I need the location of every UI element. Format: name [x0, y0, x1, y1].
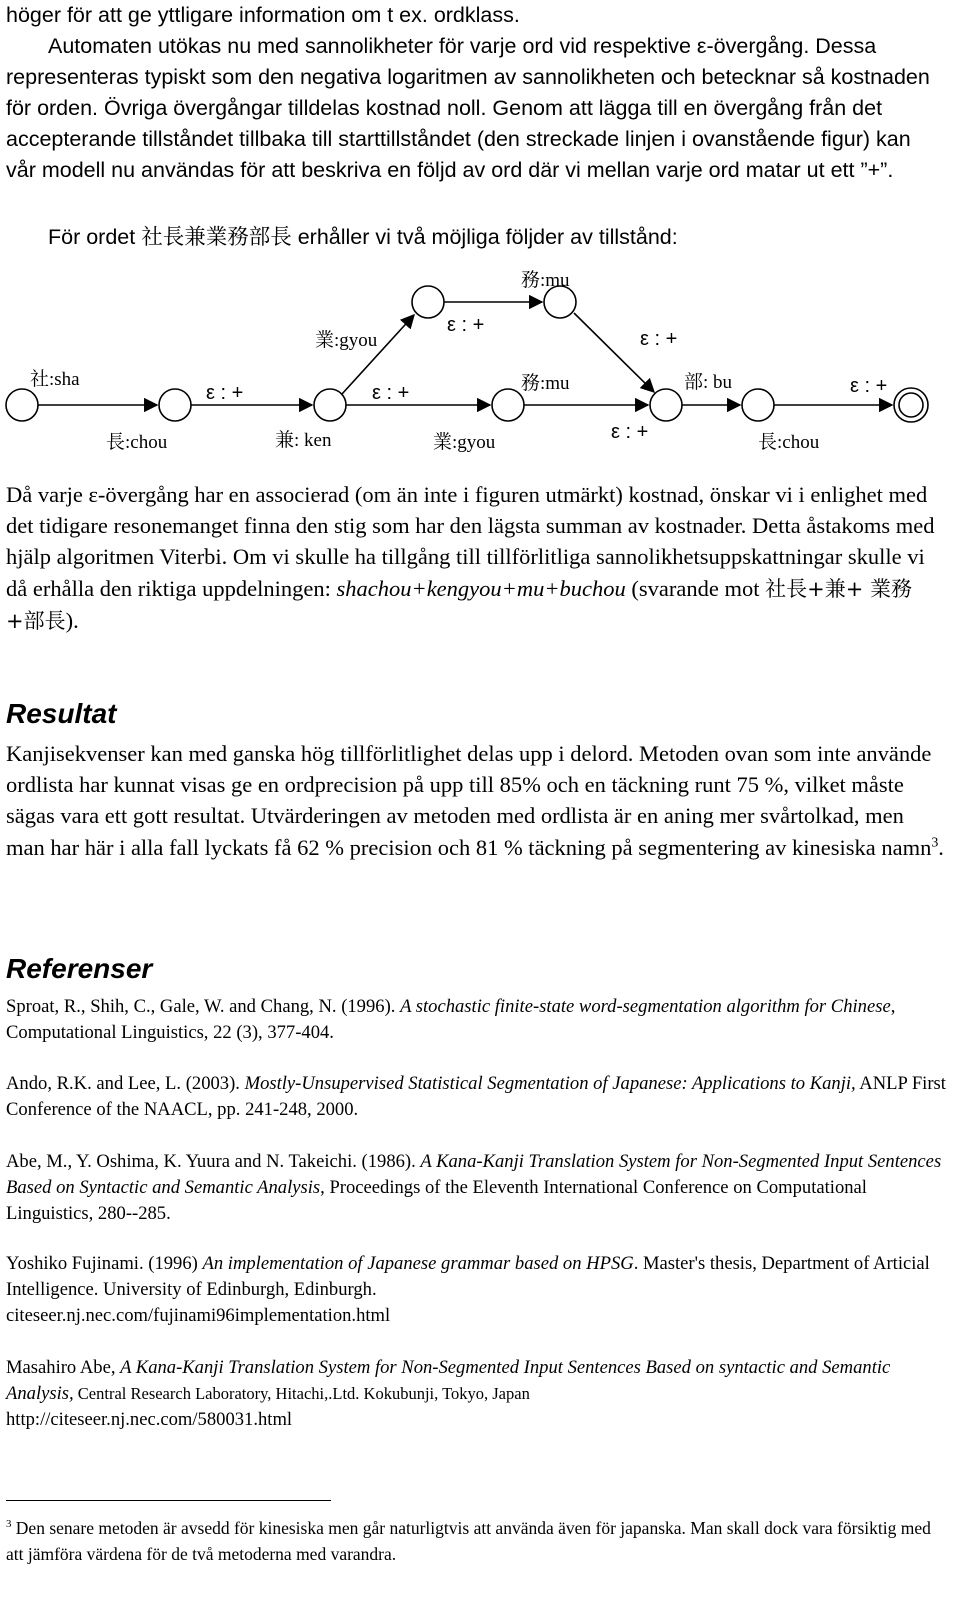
label-gyou-top: 業:gyou: [315, 330, 378, 351]
footnote-number: 3: [6, 1518, 12, 1531]
viterbi-end: ).: [65, 607, 79, 633]
reference-item: [6, 1149, 946, 1227]
label-ken: 兼: ken: [275, 430, 332, 451]
state-node: [492, 389, 524, 421]
state-node: [742, 389, 774, 421]
word-sentence-before: För ordet: [48, 225, 136, 249]
ref-authors: Masahiro Abe,: [6, 1357, 121, 1378]
state-node: [412, 286, 444, 318]
label-chou-2: 長:chou: [758, 432, 820, 453]
accept-state-inner: [899, 393, 923, 417]
ref-source: Central Research Laboratory, Hitachi,.Ltd. Kokubunji, Tokyo, Japan: [73, 1384, 530, 1403]
results-paragraph: [6, 738, 946, 863]
state-node: [159, 389, 191, 421]
state-node: [314, 389, 346, 421]
reference-item: [6, 1251, 946, 1329]
label-eps-1: ε : +: [206, 382, 244, 404]
ref-title: A stochastic finite-state word-segmentation algorithm for Chinese: [400, 996, 891, 1017]
viterbi-paragraph: [6, 479, 946, 637]
ref-title: Mostly-Unsupervised Statistical Segmentation of Japanese: Applications to Kanji,: [244, 1073, 856, 1094]
ref-title: An implementation of Japanese grammar based on HPSG: [202, 1253, 634, 1274]
viterbi-text-2: (svarande mot: [625, 575, 766, 601]
reference-item: [6, 994, 946, 1046]
ref-link[interactable]: http://citeseer.nj.nec.com/580031.html: [6, 1409, 293, 1430]
label-eps-4: ε : +: [611, 421, 649, 443]
intro-paragraph: [6, 31, 946, 186]
word-sentence: [6, 222, 946, 253]
references-heading: Referenser: [6, 953, 153, 984]
ref-authors: Sproat, R., Shih, C., Gale, W. and Chang, N. (1996).: [6, 996, 401, 1017]
results-end: .: [938, 834, 944, 860]
results-text: Kanjisekvenser kan med ganska hög tillförlitlighet delas upp i delord. Metoden ovan som inte använde ordlista har kunnat visas ge en ordprecision på upp till 85% och en täckning runt 75 %, vilket måste sägas vara ett gott resultat. Utvärderingen av metoden med ordlista är en aning mer svårtolkad, men man har här i alla fall lyckats få 62 % precision och 81 % täckning på segmentering av kinesiska namn: [6, 741, 932, 860]
ref-title: A Kana-Kanji Translation System for Non-Segmented Input Sentences Based on syntactic and Semantic Analysis,: [6, 1357, 891, 1404]
state-node: [650, 389, 682, 421]
viterbi-text: Då varje ε-övergång har en associerad (om än inte i figuren utmärkt) kostnad, önskar vi i enlighet med det tidigare resonemanget finna den stig som har den lägsta summan av kostnader. Detta åstakoms med hjälp algoritmen Viterbi. Om vi skulle ha tillgång till tillförlitliga sannolikhetsuppskattningar skulle vi då erhålla den riktiga uppdelningen:: [6, 482, 935, 601]
kanji-word: 社長兼業務部長: [141, 225, 292, 250]
word-sentence-after: erhåller vi två möjliga följder av tillstånd:: [297, 225, 678, 249]
ref-source: , Computational Linguistics, 22 (3), 377-404.: [6, 996, 896, 1043]
intro-line: [6, 0, 946, 31]
label-eps-2: ε : +: [372, 382, 410, 404]
footnote: [6, 1515, 946, 1567]
label-eps-3: ε : +: [447, 314, 485, 336]
ref-title: A Kana-Kanji Translation System for Non-Segmented Input Sentences Based on Syntactic and Semantic Analysis: [6, 1151, 942, 1198]
ref-authors: Yoshiko Fujinami. (1996): [6, 1253, 203, 1274]
ref-authors: Ando, R.K. and Lee, L. (2003).: [6, 1073, 245, 1094]
label-sha: 社:sha: [30, 369, 80, 390]
segmentation-kanji: 社長+兼+ 業務+部長: [6, 576, 912, 633]
label-bu: 部: bu: [684, 372, 733, 393]
footnote-text: Den senare metoden är avsedd för kinesiska men går naturligtvis att använda även för japanska. Man skall dock vara försiktig med att jämföra värdena för de två metoderna med varandra.: [6, 1518, 931, 1564]
ref-source: . Master's thesis, Department of Articial Intelligence. University of Edinburgh, Edinburgh.: [6, 1253, 930, 1300]
label-eps-6: ε : +: [850, 375, 888, 397]
label-gyou-bottom: 業:gyou: [433, 432, 496, 453]
intro-line-text: höger för att ge yttligare information om t ex. ordklass.: [6, 3, 520, 27]
reference-item: [6, 1355, 946, 1433]
results-heading: Resultat: [6, 698, 117, 729]
segmentation-italic: shachou+kengyou+mu+buchou: [336, 575, 626, 601]
ref-link[interactable]: citeseer.nj.nec.com/fujinami96implementation.html: [6, 1305, 391, 1326]
ref-source: ANLP First Conference of the NAACL, pp. 241-248, 2000.: [6, 1073, 946, 1120]
edge: [574, 313, 654, 392]
label-mu-mid: 務:mu: [521, 373, 570, 394]
state-node: [6, 389, 38, 421]
ref-authors: Abe, M., Y. Oshima, K. Yuura and N. Takeichi. (1986).: [6, 1151, 421, 1172]
label-chou-1: 長:chou: [106, 432, 168, 453]
label-mu-top: 務:mu: [521, 270, 570, 291]
footnote-rule: [6, 1500, 331, 1501]
label-eps-5: ε : +: [640, 328, 678, 350]
state-diagram: [0, 258, 960, 468]
reference-item: [6, 1071, 946, 1123]
ref-source: , Proceedings of the Eleventh International Conference on Computational Linguistics, 280--285.: [6, 1177, 867, 1224]
intro-paragraph-text: Automaten utökas nu med sannolikheter för varje ord vid respektive ε-övergång. Dessa representeras typiskt som den negativa logaritmen av sannolikheten och betecknar så kostnaden för orden. Övriga övergångar tilldelas kostnad noll. Genom att lägga till en övergång från det accepterande tillståndet tillbaka till starttillståndet (den streckade linjen i ovanstående figur) kan vår modell nu användas för att beskriva en följd av ord där vi mellan varje ord matar ut ett ”+”.: [6, 34, 930, 182]
footnote-marker: 3: [931, 835, 939, 851]
